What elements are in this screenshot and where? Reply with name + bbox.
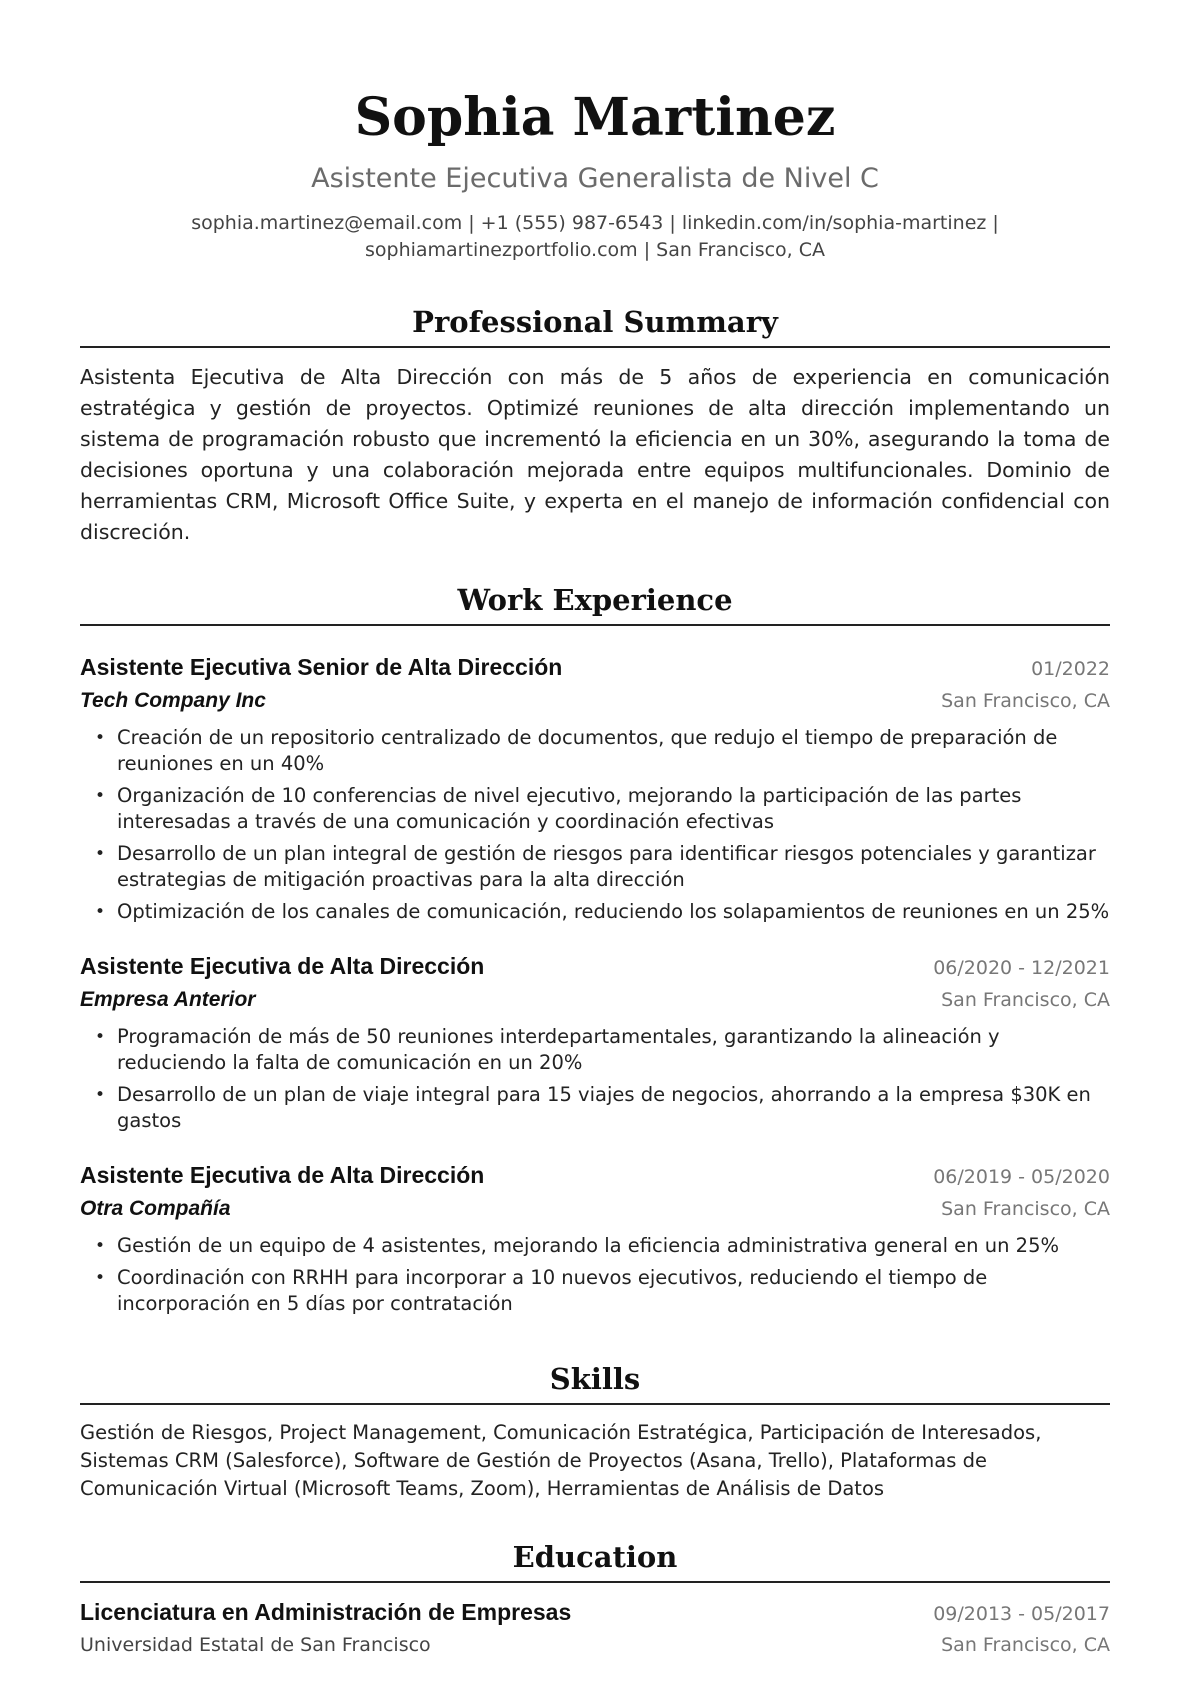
bullet-item: • Optimización de los canales de comunicación, reduciendo los solapamientos de reuniones en un 25% [117, 899, 1110, 925]
education-heading: Education [80, 1539, 1110, 1583]
experience-heading: Work Experience [80, 582, 1110, 626]
bullet-item: • Desarrollo de un plan de viaje integral para 15 viajes de negocios, ahorrando a la empresa $30K en gastos [117, 1082, 1110, 1134]
summary-text: Asistenta Ejecutiva de Alta Dirección con más de 5 años de experiencia en comunicación estratégica y gestión de proyectos. Optimizé reuniones de alta dirección implementando un sistema de programación robusto que incrementó la eficiencia en un 30%, asegurando la toma de decisiones oportuna y una colaboración mejorada entre equipos multifuncionales. Dominio de herramientas CRM, Microsoft Office Suite, y experta en el manejo de información confidencial con discreción. [80, 365, 1110, 544]
resume-header [80, 0, 1110, 264]
company-name: Otra Compañía [80, 1197, 231, 1220]
job-date: 06/2020 - 12/2021 [933, 957, 1110, 979]
resume-page [80, 0, 1110, 1661]
skills-text: Gestión de Riesgos, Project Management, Comunicación Estratégica, Participación de Interesados, Sistemas CRM (Salesforce), Software de Gestión de Proyectos (Asana, Trello), Plataformas de Comunicación Virtual (Microsoft Teams, Zoom), Herramientas de Análisis de Datos [80, 1421, 1042, 1500]
bullet-item: • Creación de un repositorio centralizado de documentos, que redujo el tiempo de preparación de reuniones en un 40% [117, 725, 1110, 777]
job-entry [80, 652, 1110, 925]
bullet-item: • Gestión de un equipo de 4 asistentes, mejorando la eficiencia administrativa general en un 25% [117, 1233, 1110, 1259]
contact-info [80, 210, 1110, 264]
experience-section [80, 582, 1110, 1317]
job-location: San Francisco, CA [941, 989, 1110, 1011]
job-date: 01/2022 [1031, 658, 1110, 680]
job-entry [80, 1160, 1110, 1317]
company-name: Empresa Anterior [80, 988, 256, 1011]
summary-heading: Professional Summary [80, 304, 1110, 348]
candidate-name: Sophia Martinez [354, 87, 836, 148]
job-location: San Francisco, CA [941, 1198, 1110, 1220]
bullet-item: • Organización de 10 conferencias de nivel ejecutivo, mejorando la participación de las partes interesadas a través de una comunicación y coordinación efectivas [117, 783, 1110, 835]
company-name: Tech Company Inc [80, 689, 266, 712]
contact-line-2: sophiamartinezportfolio.com | San Francisco, CA [364, 239, 826, 261]
candidate-subtitle: Asistente Ejecutiva Generalista de Nivel C [311, 163, 879, 194]
job-bullets [80, 1024, 1110, 1134]
bullet-item: • Programación de más de 50 reuniones interdepartamentales, garantizando la alineación y reduciendo la falta de comunicación en un 20% [117, 1024, 1110, 1076]
job-bullets [80, 1233, 1110, 1317]
bullet-item: • Coordinación con RRHH para incorporar a 10 nuevos ejecutivos, reduciendo el tiempo de incorporación en 5 días por contratación [117, 1265, 1110, 1317]
contact-line-1: sophia.martinez@email.com | +1 (555) 987-6543 | linkedin.com/in/sophia-martinez | [191, 212, 999, 234]
summary-section [80, 304, 1110, 548]
job-title: Asistente Ejecutiva Senior de Alta Dirección [80, 654, 563, 680]
degree-title: Licenciatura en Administración de Empresas [80, 1599, 572, 1625]
skills-heading: Skills [80, 1361, 1110, 1405]
school-name: Universidad Estatal de San Francisco [80, 1634, 431, 1656]
education-location: San Francisco, CA [941, 1634, 1110, 1656]
job-bullets [80, 725, 1110, 925]
bullet-item: • Desarrollo de un plan integral de gestión de riesgos para identificar riesgos potenciales y garantizar estrategias de mitigación proactivas para la alta dirección [117, 841, 1110, 893]
job-entry [80, 951, 1110, 1134]
education-section [80, 1539, 1110, 1661]
job-date: 06/2019 - 05/2020 [933, 1166, 1110, 1188]
job-location: San Francisco, CA [941, 690, 1110, 712]
job-title: Asistente Ejecutiva de Alta Dirección [80, 953, 485, 979]
job-title: Asistente Ejecutiva de Alta Dirección [80, 1162, 485, 1188]
education-date: 09/2013 - 05/2017 [933, 1603, 1110, 1625]
education-entry [80, 1597, 1110, 1661]
skills-section [80, 1361, 1110, 1503]
